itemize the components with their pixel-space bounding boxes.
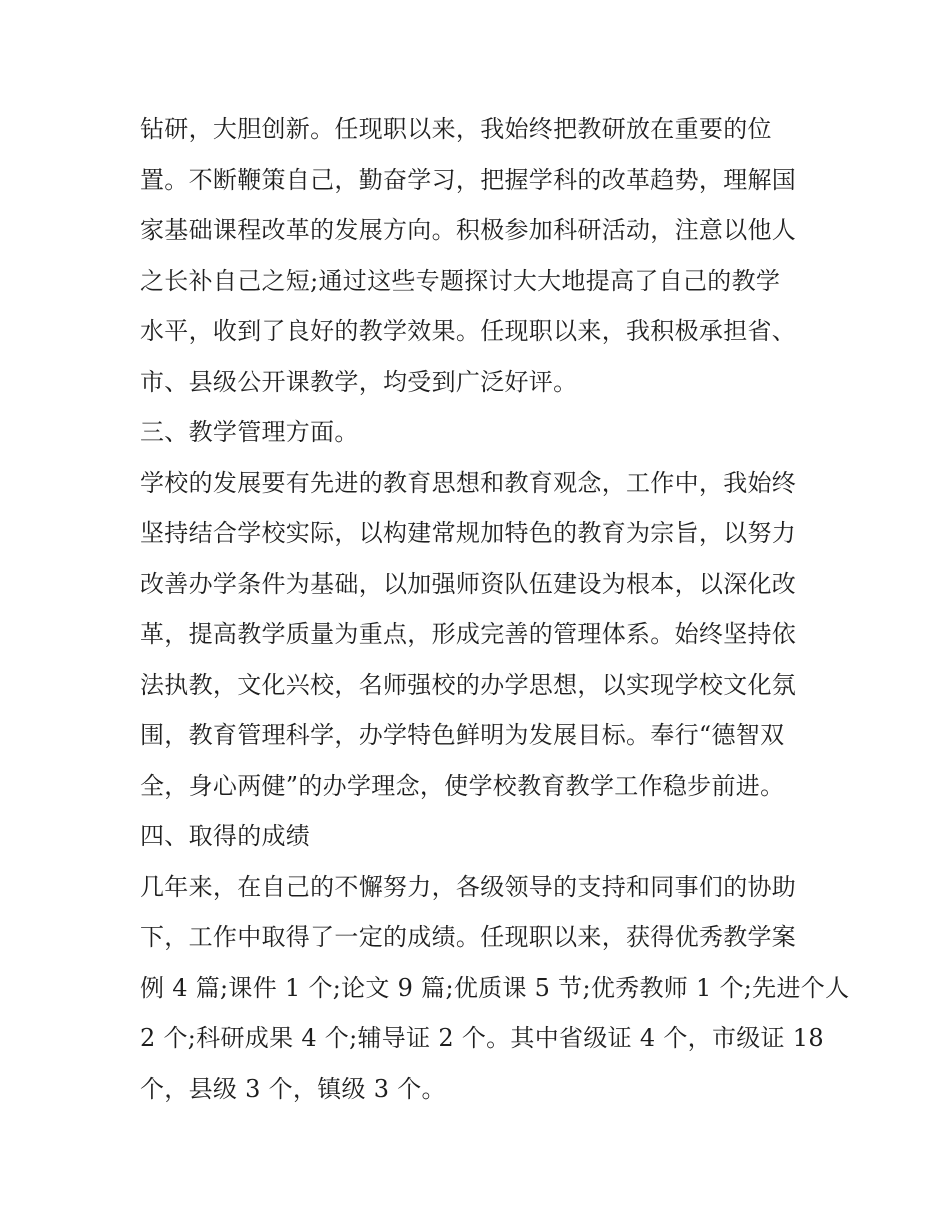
text-line: 钻研，大胆创新。任现职以来，我始终把教研放在重要的位 [140, 115, 772, 143]
text-line: 水平，收到了良好的教学效果。任现职以来，我积极承担省、 [140, 317, 797, 345]
text-line: 几年来，在自己的不懈努力，各级领导的支持和同事们的协助 [140, 872, 797, 901]
text-line: 置。不断鞭策自己，勤奋学习，把握学科的改革趋势，理解国 [140, 165, 797, 194]
text-line: 2 个;科研成果 4 个;辅导证 2 个。其中省级证 4 个，市级证 18 [140, 1024, 824, 1052]
text-line: 个，县级 3 个，镇级 3 个。 [140, 1074, 446, 1103]
text-line: 学校的发展要有先进的教育思想和教育观念，工作中，我始终 [140, 468, 797, 497]
text-line: 全，身心两健”的办学理念，使学校教育教学工作稳步前进。 [140, 771, 785, 800]
text-line: 之长补自己之短;通过这些专题探讨大大地提高了自己的教学 [140, 266, 781, 295]
text-line: 坚持结合学校实际，以构建常规加特色的教育为宗旨，以努力 [140, 519, 797, 547]
text-line: 下，工作中取得了一定的成绩。任现职以来，获得优秀教学案 [140, 923, 797, 951]
section-heading: 三、教学管理方面。 [140, 418, 359, 446]
document-body [140, 104, 850, 1114]
text-line: 家基础课程改革的发展方向。积极参加科研活动，注意以他人 [140, 216, 797, 244]
text-line: 例 4 篇;课件 1 个;论文 9 篇;优质课 5 节;优秀教师 1 个;先进个人 [140, 973, 850, 1002]
section-heading: 四、取得的成绩 [140, 822, 311, 850]
text-line: 市、县级公开课教学，均受到广泛好评。 [140, 367, 578, 396]
text-line: 围，教育管理科学，办学特色鲜明为发展目标。奉行“德智双 [140, 721, 785, 749]
text-line: 法执教，文化兴校，名师强校的办学思想，以实现学校文化氛 [140, 670, 797, 699]
text-line: 革，提高教学质量为重点，形成完善的管理体系。始终坚持依 [140, 620, 797, 648]
text-line: 改善办学条件为基础，以加强师资队伍建设为根本，以深化改 [140, 569, 797, 598]
